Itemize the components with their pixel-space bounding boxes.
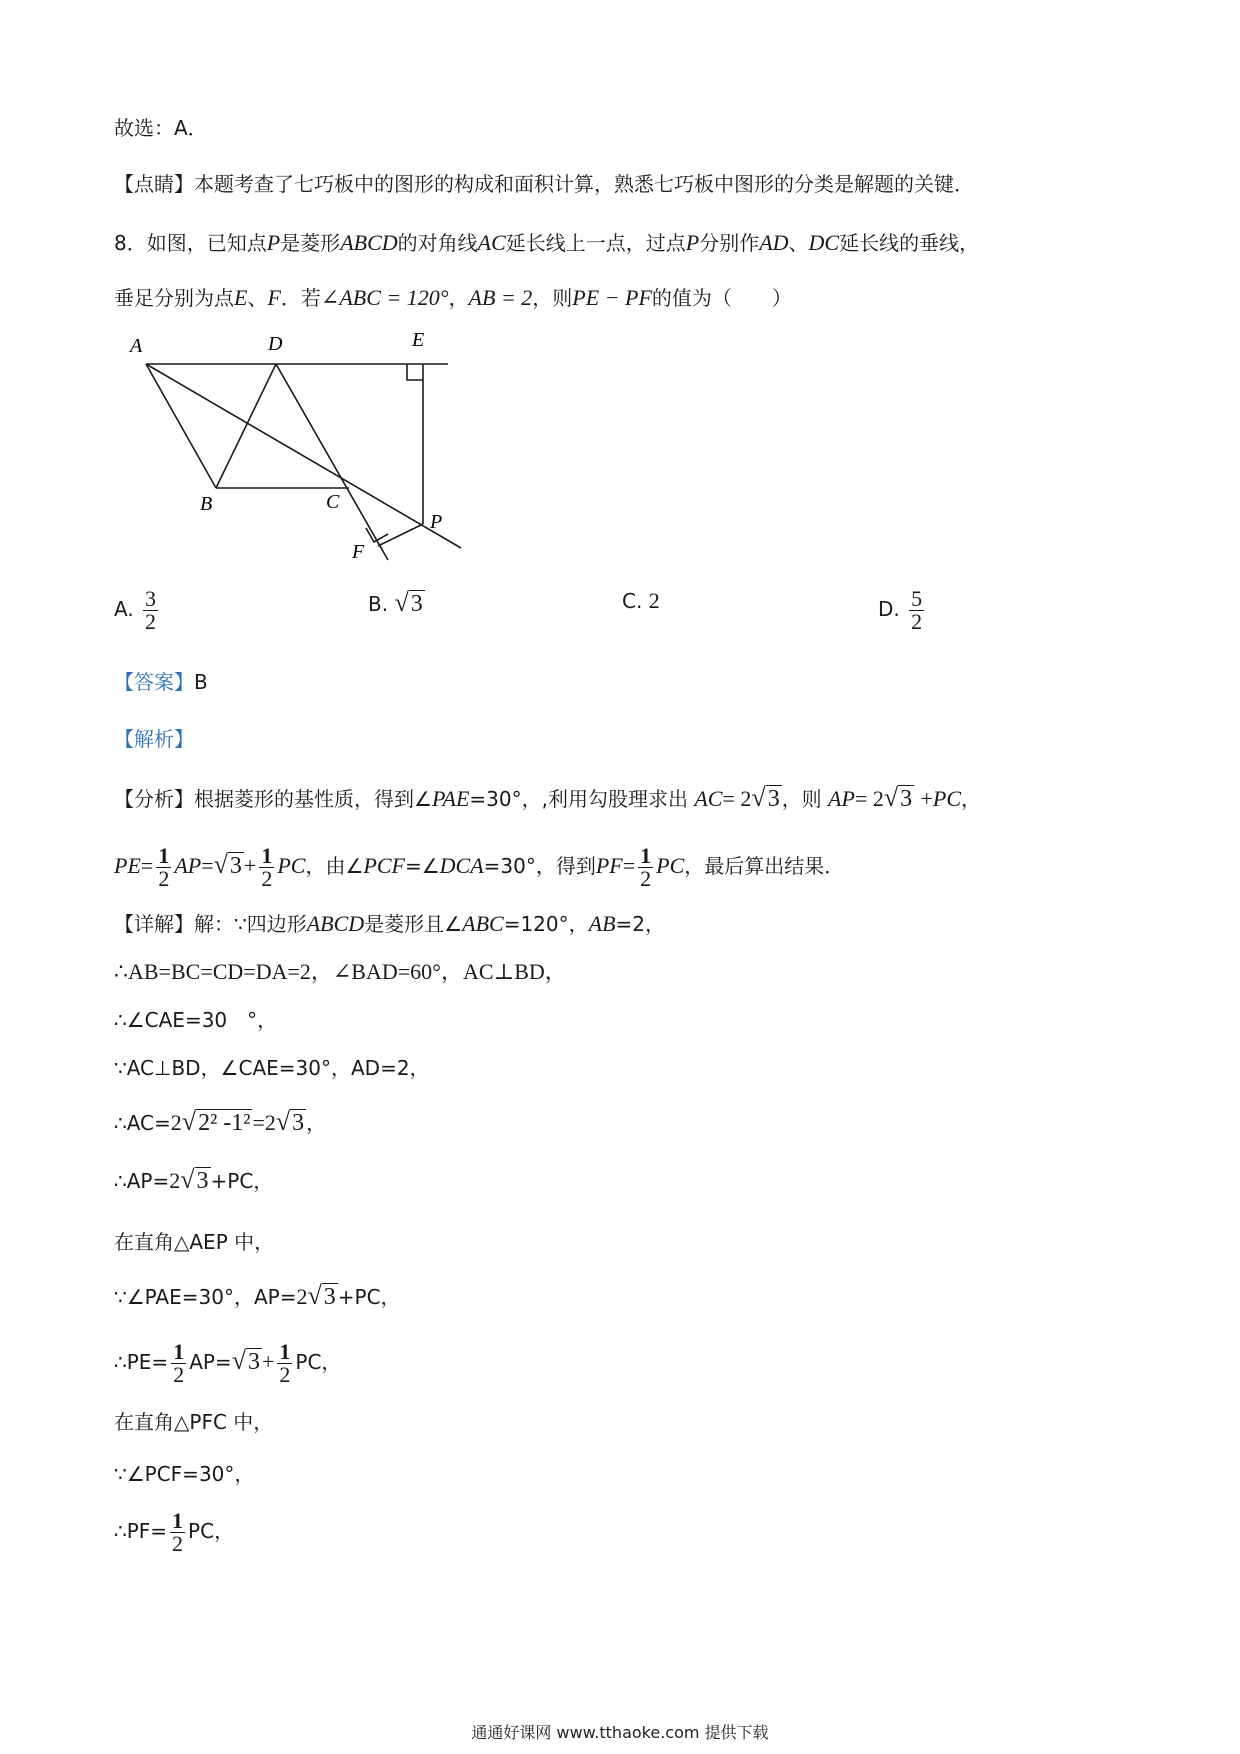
- analysis-line-1: 【分析】根据菱形的基性质，得到∠PAE=30°，,利用勾股理求出 AC= 2√3 ，则 AP= 2√3 +PC，: [114, 783, 982, 812]
- line-DF: [276, 364, 388, 560]
- option-a: A. $\frac{3}{2}$: [114, 586, 157, 634]
- side-AB: [146, 364, 216, 488]
- question-8-line-2: 垂足分别为点E、F．若∠ABC = 120°，AB = 2，则PE − PF的值为（ ）: [114, 285, 792, 310]
- detail-line-8: ∵∠PAE=30°，AP=2√3 +PC，: [114, 1281, 401, 1310]
- detail-line-3: ∴∠CAE=30 °，: [114, 1008, 278, 1032]
- right-angle-F: [366, 528, 388, 542]
- detail-line-11: ∵∠PCF=30°，: [114, 1462, 255, 1486]
- detail-line-9: ∴PE= $\frac{1}{2}$ AP=√3+ $\frac{1}{2}$ PC，: [114, 1339, 342, 1387]
- detail-line-12: ∴PF= $\frac{1}{2}$ PC，: [114, 1508, 235, 1556]
- page-footer: 通通好课网 www.tthaoke.com 提供下载: [471, 1723, 769, 1742]
- right-angle-E: [407, 364, 423, 380]
- detail-line-7: 在直角△AEP 中，: [114, 1230, 275, 1254]
- detail-line-5: ∴AC=2√2² -1²=2√3 ，: [114, 1107, 327, 1136]
- conclusion-line: 故选：A．: [114, 116, 208, 140]
- label-P: P: [430, 511, 443, 533]
- diagonal-AP: [146, 364, 461, 548]
- diagonal-BD: [216, 364, 276, 488]
- option-d: D. $\frac{5}{2}$: [878, 586, 923, 634]
- geometry-figure: [126, 328, 466, 573]
- option-c: C. 2: [622, 588, 660, 613]
- option-b: B. √3: [368, 588, 423, 617]
- detail-line-2: ∴AB=BC=CD=DA=2，∠BAD=60°，AC⊥BD，: [114, 959, 567, 984]
- label-F: F: [352, 541, 365, 563]
- label-E: E: [412, 329, 425, 351]
- analysis-line-2: PE= $\frac{1}{2}$ AP=√3+ $\frac{1}{2}$ PC，由∠PCF=∠DCA=30°，得到PF= $\frac{1}{2}$ PC，最后算出结果．: [114, 843, 845, 891]
- answer-line: 【答案】B: [114, 670, 208, 694]
- rhombus-diagram: [126, 328, 466, 568]
- analysis-heading: 【解析】: [114, 727, 194, 751]
- detail-line-4: ∵AC⊥BD，∠CAE=30°，AD=2，: [114, 1056, 430, 1080]
- detail-line-1: 【详解】解：∵四边形ABCD是菱形且∠ABC=120°，AB=2，: [114, 911, 665, 936]
- label-B: B: [200, 493, 213, 515]
- label-D: D: [268, 333, 283, 355]
- label-C: C: [326, 491, 340, 513]
- label-A: A: [130, 335, 143, 357]
- detail-line-10: 在直角△PFC 中，: [114, 1410, 274, 1434]
- detail-line-6: ∴AP=2√3 +PC，: [114, 1165, 274, 1194]
- question-8-line-1: 8．如图，已知点P是菱形ABCD的对角线AC延长线上一点，过点P分别作AD、DC延长线的垂线，: [114, 230, 980, 255]
- comment-line: 【点睛】本题考查了七巧板中的图形的构成和面积计算，熟悉七巧板中图形的分类是解题的关键．: [114, 172, 974, 196]
